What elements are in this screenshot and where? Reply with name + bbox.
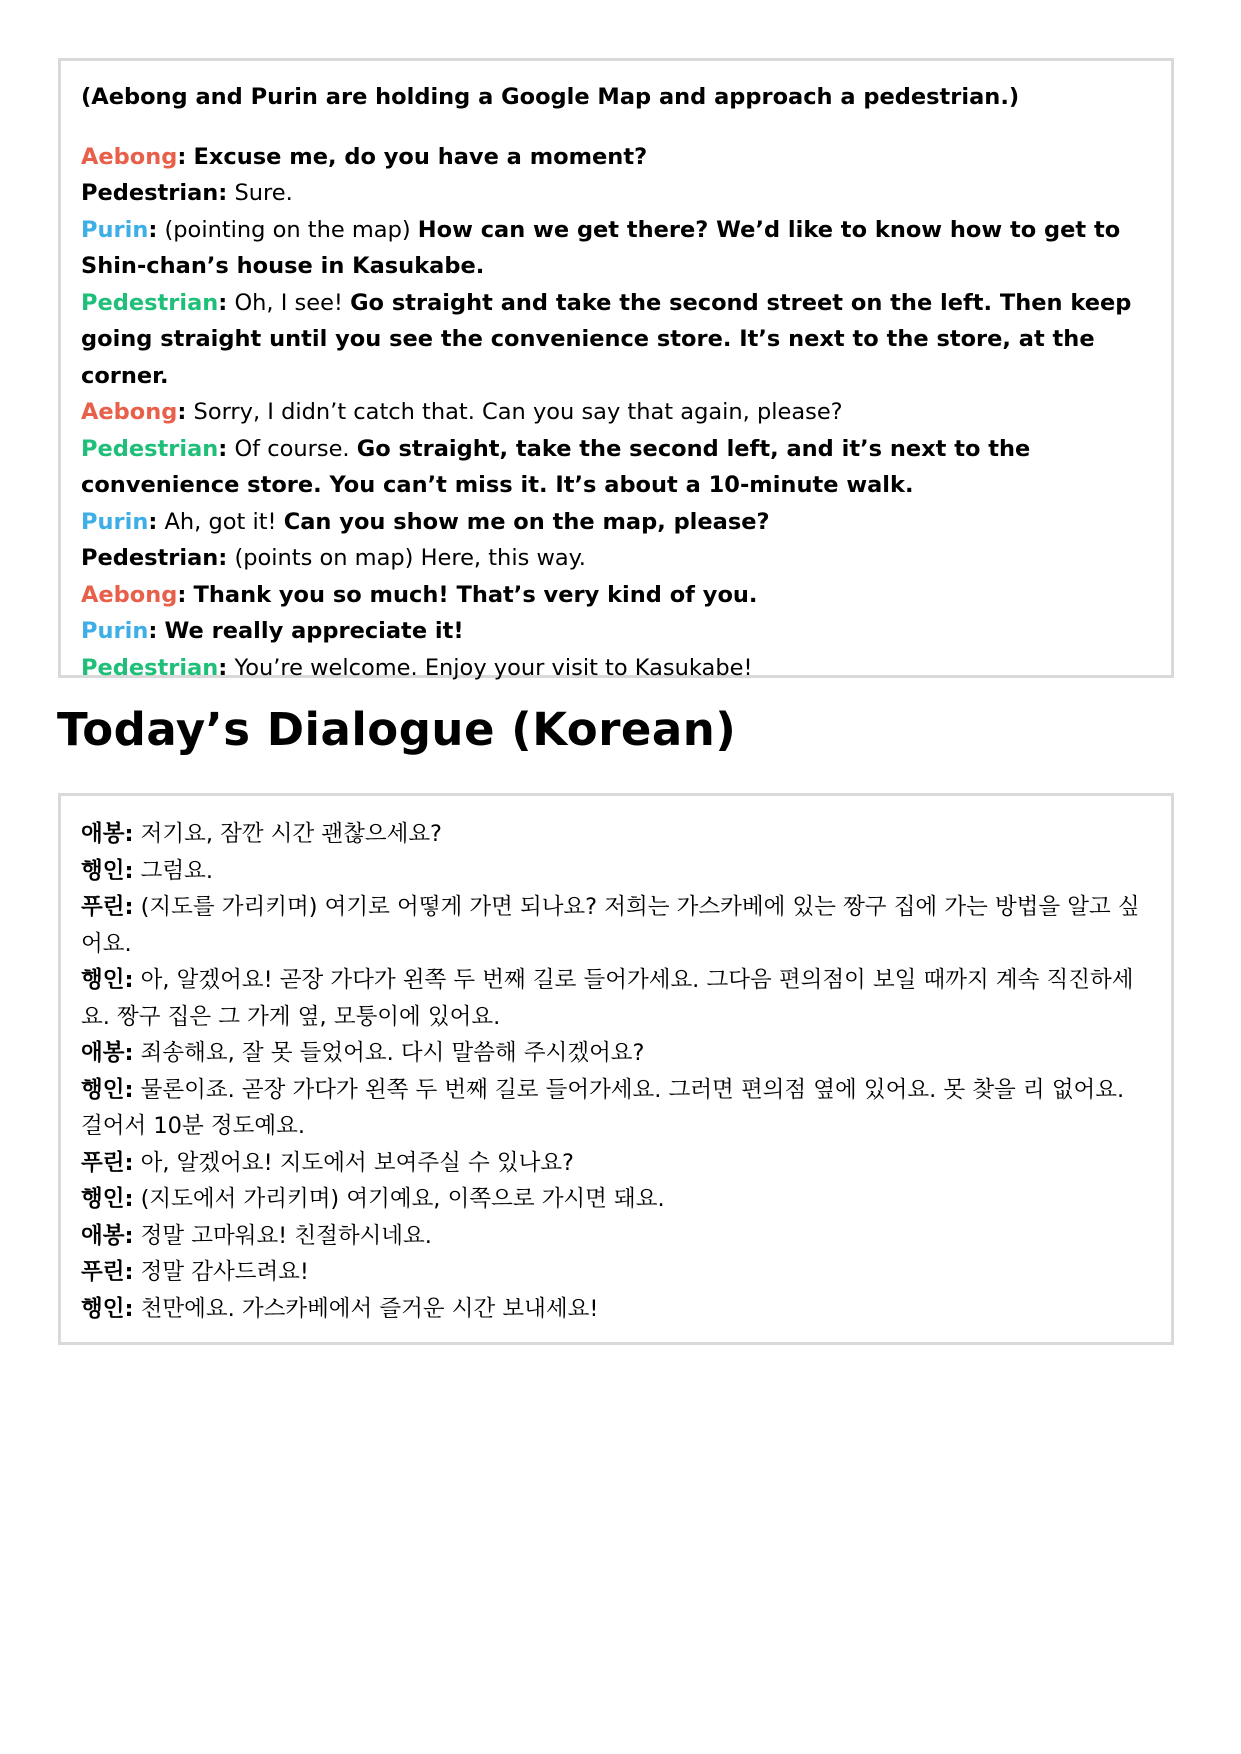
korean-dialogue-lines [81, 816, 1153, 1327]
dialogue-line [81, 889, 1153, 962]
dialogue-line [81, 431, 1153, 504]
dialogue-line [81, 175, 1153, 212]
speaker-name: Purin [81, 216, 149, 243]
speaker-colon: : [218, 289, 228, 316]
line-text: (지도를 가리키며) 여기로 어떻게 가면 되나요? 저희는 가스카베에 있는 짱구 집에 가는 방법을 알고 싶어요. [81, 894, 1140, 957]
line-text: (지도에서 가리키며) 여기예요, 이쪽으로 가시면 돼요. [140, 1186, 665, 1212]
line-text: Sorry, I didn’t catch that. Can you say that again, please? [193, 399, 843, 425]
speaker-colon: : [177, 143, 187, 170]
speaker-colon: : [218, 435, 228, 462]
line-text-key-phrase: Go straight and take the second street on the left. Then keep going straight until you see the convenience store. It’s next to the store, at the corner. [81, 289, 1132, 389]
speaker-name: Pedestrian: [81, 180, 228, 206]
english-dialogue-lines [81, 139, 1153, 687]
speaker-colon: : [177, 581, 187, 608]
speaker-name: Purin [81, 508, 149, 535]
line-text: 그럼요. [140, 857, 213, 884]
dialogue-line [81, 285, 1153, 395]
line-text-key-phrase: Excuse me, do you have a moment? [193, 143, 648, 170]
dialogue-line [81, 650, 1153, 687]
line-text: 저기요, 잠깐 시간 괜찮으세요? [140, 821, 442, 847]
speaker-colon: : [148, 508, 158, 535]
line-text: 아, 알겠어요! 지도에서 보여주실 수 있나요? [140, 1149, 574, 1176]
speaker-name: 푸린: [81, 894, 134, 920]
speaker-name: Pedestrian: [81, 545, 228, 571]
dialogue-line [81, 139, 1153, 176]
speaker-name: Pedestrian [81, 435, 219, 462]
dialogue-line [81, 1072, 1153, 1145]
speaker-name: Aebong [81, 399, 178, 425]
scene-intro: (Aebong and Purin are holding a Google Map and approach a pedestrian.) [81, 84, 1020, 110]
dialogue-line [81, 504, 1153, 541]
dialogue-line [81, 394, 1153, 431]
line-text: You’re welcome. Enjoy your visit to Kasukabe! [234, 654, 753, 681]
speaker-name: Aebong [81, 581, 178, 608]
line-text: Ah, got it! [164, 508, 284, 535]
dialogue-line [81, 577, 1153, 614]
dialogue-line [81, 1218, 1153, 1255]
dialogue-line [81, 816, 1153, 853]
speaker-name: 행인: [81, 1295, 134, 1322]
speaker-name: 애봉: [81, 821, 134, 847]
line-text: Oh, I see! [234, 289, 351, 316]
line-text: 천만에요. 가스카베에서 즐거운 시간 보내세요! [140, 1295, 599, 1322]
speaker-name: Pedestrian [81, 654, 219, 681]
speaker-name: Purin [81, 618, 149, 644]
section-heading: Today’s Dialogue (Korean) [57, 703, 737, 756]
line-text-key-phrase: Thank you so much! That’s very kind of you. [193, 581, 758, 608]
speaker-colon: : [218, 654, 228, 681]
speaker-name: 행인: [81, 1076, 134, 1103]
speaker-name: 애봉: [81, 1222, 134, 1249]
speaker-name: 행인: [81, 857, 134, 884]
line-text: 죄송해요, 잘 못 들었어요. 다시 말씀해 주시겠어요? [140, 1040, 645, 1066]
line-text-key-phrase: Go straight, take the second left, and it’s next to the convenience store. You can’t miss it. It’s about a 10-minute walk. [81, 435, 1031, 498]
line-text: Of course. [234, 435, 357, 462]
line-text-key-phrase: We really appreciate it! [164, 618, 464, 644]
speaker-name: Aebong [81, 143, 178, 170]
dialogue-line [81, 962, 1153, 1035]
dialogue-line [81, 1035, 1153, 1072]
speaker-name: 푸린: [81, 1259, 134, 1285]
line-text: (pointing on the map) [164, 216, 418, 243]
dialogue-line [81, 540, 1153, 577]
speaker-colon: : [148, 618, 158, 644]
dialogue-line [81, 1181, 1153, 1218]
speaker-name: 푸린: [81, 1149, 134, 1176]
speaker-name: 애봉: [81, 1040, 134, 1066]
english-dialogue-box [58, 58, 1174, 681]
dialogue-line [81, 1254, 1153, 1291]
line-text-key-phrase: Can you show me on the map, please? [283, 508, 770, 535]
line-text: Sure. [234, 180, 293, 206]
line-text: 정말 감사드려요! [140, 1259, 309, 1285]
speaker-name: 행인: [81, 967, 134, 993]
speaker-name: Pedestrian [81, 289, 219, 316]
line-text: (points on map) Here, this way. [234, 545, 586, 571]
dialogue-line [81, 1145, 1153, 1182]
line-text: 물론이죠. 곧장 가다가 왼쪽 두 번째 길로 들어가세요. 그러면 편의점 옆에 있어요. 못 찾을 리 없어요. 걸어서 10분 정도예요. [81, 1076, 1125, 1139]
dialogue-line [81, 1291, 1153, 1328]
line-text: 정말 고마워요! 친절하시네요. [140, 1222, 432, 1249]
line-text-key-phrase: How can we get there? We’d like to know how to get to Shin-chan’s house in Kasukabe. [81, 216, 1121, 279]
speaker-name: 행인: [81, 1186, 134, 1212]
dialogue-line [81, 853, 1153, 890]
dialogue-line [81, 613, 1153, 650]
dialogue-line [81, 212, 1153, 285]
line-text: 아, 알겠어요! 곧장 가다가 왼쪽 두 번째 길로 들어가세요. 그다음 편의점이 보일 때까지 계속 직진하세요. 짱구 집은 그 가게 옆, 모퉁이에 있어요. [81, 967, 1134, 1030]
korean-dialogue-box [58, 793, 1174, 1345]
speaker-colon: : [148, 216, 158, 243]
speaker-colon: : [177, 399, 187, 425]
